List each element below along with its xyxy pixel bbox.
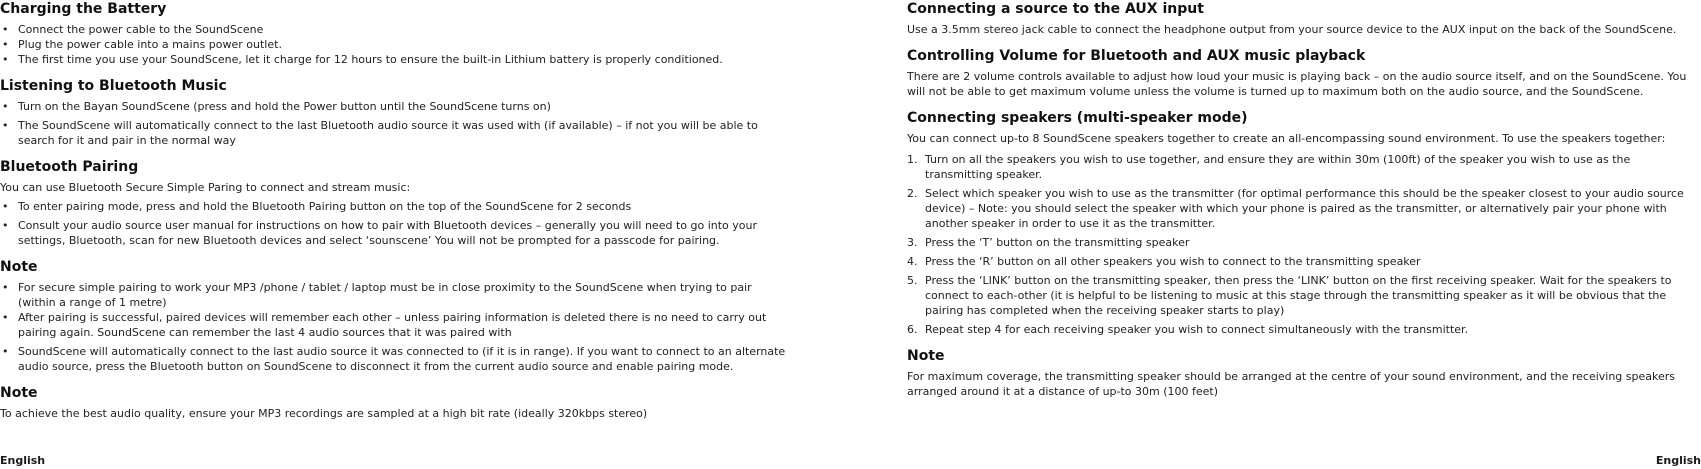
pairing-intro: You can use Bluetooth Secure Simple Paring to connect and stream music: — [0, 181, 411, 194]
list-item: • The first time you use your SoundScene, let it charge for 12 hours to ensure the built-in Lithium battery is properly conditioned. — [0, 52, 790, 67]
charging-section — [0, 0, 790, 67]
list-item: • After pairing is successful, paired devices will remember each other – unless pairing information is deleted there is no need to carry out pairing again. SoundScene can remember the last 4 audio sources that it was paired with — [0, 310, 790, 340]
note-list — [0, 280, 790, 374]
step-item — [907, 186, 1697, 231]
list-item: • Plug the power cable into a mains power outlet. — [0, 37, 790, 52]
listening-list — [0, 99, 790, 148]
step-text: Select which speaker you wish to use as the transmitter (for optimal performance this should be the speaker closest to your audio source device) – Note: you should select the speaker with which your phone is paired as the transmitter, or alternatively pair your phone with another speaker in order to use it as the transmitter. — [925, 187, 1684, 230]
note-text: To achieve the best audio quality, ensure your MP3 recordings are sampled at a high bit rate (ideally 320kbps stereo) — [0, 407, 648, 420]
pairing-list — [0, 199, 790, 248]
listening-section — [0, 77, 790, 148]
step-text: Repeat step 4 for each receiving speaker you wish to connect simultaneously with the transmitter. — [925, 323, 1469, 336]
note-heading: Note — [0, 385, 38, 401]
step-item — [907, 273, 1697, 318]
step-item — [907, 322, 1697, 337]
list-item: • Turn on the Bayan SoundScene (press and hold the Power button until the SoundScene turns on) — [0, 99, 790, 114]
list-item: • Consult your audio source user manual for instructions on how to pair with Bluetooth devices – generally you will need to go into your settings, Bluetooth, scan for new Bluetooth devices and select ‘sounscene’ You will not be prompted for a passcode for pairing. — [0, 218, 790, 248]
aux-text: Use a 3.5mm stereo jack cable to connect the headphone output from your source device to the AUX input on the back of the SoundScene. — [907, 23, 1677, 36]
step-text: Press the ‘T’ button on the transmitting speaker — [925, 236, 1190, 249]
step-number: 4. — [907, 255, 918, 268]
step-number: 1. — [907, 153, 918, 166]
listening-heading: Listening to Bluetooth Music — [0, 78, 227, 94]
step-item — [907, 235, 1697, 250]
footer-language-right: English — [1655, 454, 1701, 467]
list-item: • The SoundScene will automatically connect to the last Bluetooth audio source it was used with (if available) – if not you will be able to search for it and pair in the normal way — [0, 118, 790, 148]
step-number: 3. — [907, 236, 918, 249]
list-item: • SoundScene will automatically connect to the last audio source it was connected to (if it is in range). If you want to connect to an alternate audio source, press the Bluetooth button on SoundScene to disconnect it from the current audio source and enable pairing mode. — [0, 344, 790, 374]
step-item — [907, 152, 1697, 182]
aux-heading: Connecting a source to the AUX input — [907, 1, 1204, 17]
volume-text: There are 2 volume controls available to adjust how loud your music is playing back – on the audio source itself, and on the SoundScene. You will not be able to get maximum volume unless the volume is turned up to maximum both on the audio source, and the SoundScene. — [907, 70, 1687, 98]
list-item: • For secure simple pairing to work your MP3 /phone / tablet / laptop must be in close proximity to the SoundScene when trying to pair (within a range of 1 metre) — [0, 280, 790, 310]
pairing-heading: Bluetooth Pairing — [0, 159, 139, 175]
multi-speaker-section — [907, 109, 1697, 337]
multi-speaker-steps — [907, 152, 1697, 337]
note-heading: Note — [907, 348, 945, 364]
note-section-2 — [0, 384, 790, 421]
step-item — [907, 254, 1697, 269]
step-number: 2. — [907, 187, 918, 200]
charging-list — [0, 22, 790, 67]
multi-speaker-intro: You can connect up-to 8 SoundScene speakers together to create an all-encompassing sound environment. To use the speakers together: — [907, 132, 1666, 145]
step-text: Press the ‘R’ button on all other speakers you wish to connect to the transmitting speaker — [925, 255, 1421, 268]
step-text: Press the ‘LINK’ button on the transmitting speaker, then press the ‘LINK’ button on the first receiving speaker. Wait for the speakers to connect to each-other (it is helpful to be listening to music at this stage through the transmitting speaker as it will be obvious that the pairing has completed when the receiving speaker starts to play) — [925, 274, 1672, 317]
multi-speaker-heading: Connecting speakers (multi-speaker mode) — [907, 110, 1248, 126]
step-number: 5. — [907, 274, 918, 287]
footer-language-left: English — [0, 454, 46, 467]
list-item: • Connect the power cable to the SoundScene — [0, 22, 790, 37]
step-number: 6. — [907, 323, 918, 336]
charging-heading: Charging the Battery — [0, 1, 167, 17]
pairing-section — [0, 158, 790, 248]
volume-section — [907, 47, 1697, 99]
left-column — [0, 0, 790, 421]
volume-heading: Controlling Volume for Bluetooth and AUX music playback — [907, 48, 1366, 64]
note-section — [0, 258, 790, 374]
aux-section — [907, 0, 1697, 37]
list-item: • To enter pairing mode, press and hold the Bluetooth Pairing button on the top of the SoundScene for 2 seconds — [0, 199, 790, 214]
note-heading: Note — [0, 259, 38, 275]
right-column — [907, 0, 1697, 399]
note-text: For maximum coverage, the transmitting speaker should be arranged at the centre of your sound environment, and the receiving speakers arranged around it at a distance of up-to 30m (100 feet) — [907, 370, 1676, 398]
note-section — [907, 347, 1697, 399]
step-text: Turn on all the speakers you wish to use together, and ensure they are within 30m (100ft) of the speaker you wish to use as the transmitting speaker. — [925, 153, 1631, 181]
